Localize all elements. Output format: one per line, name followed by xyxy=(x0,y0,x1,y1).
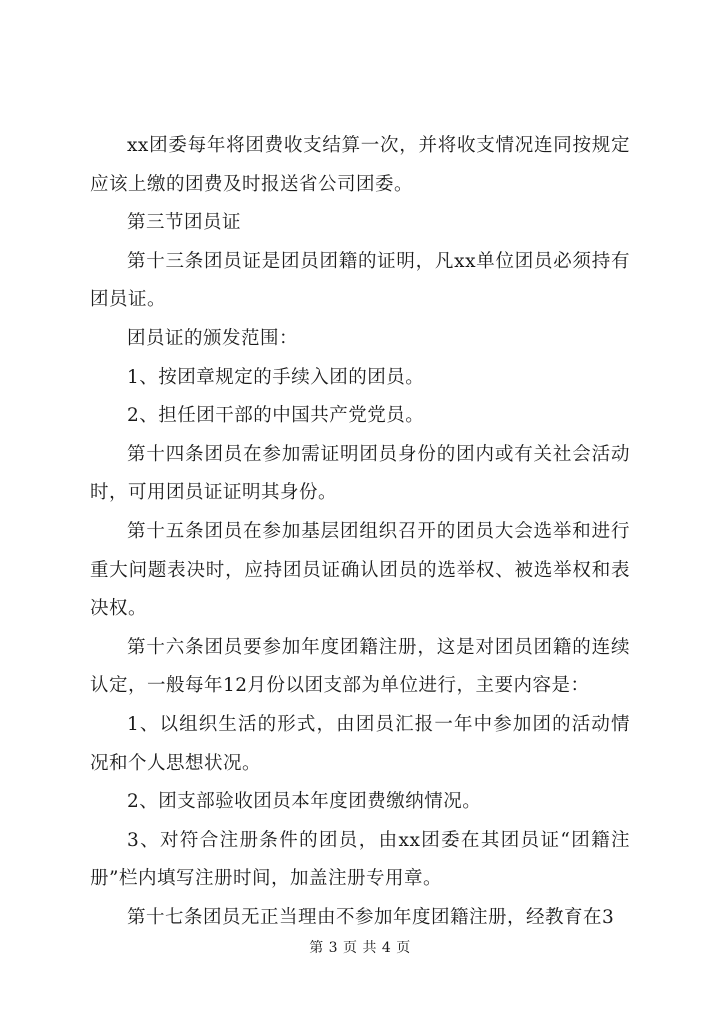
paragraph-fee-settlement: xx团委每年将团费收支结算一次，并将收支情况连同按规定应该上缴的团费及时报送省公司团委。 xyxy=(90,135,630,195)
list-item-registration-3: 3、对符合注册条件的团员，由xx团委在其团员证“团籍注册”栏内填写注册时间，加盖注册专用章。 xyxy=(90,829,630,890)
paragraph-issue-scope: 团员证的颁发范围： xyxy=(127,327,299,349)
list-item-scope-1: 1、按团章规定的手续入团的团员。 xyxy=(127,366,425,388)
paragraph-article-15: 第十五条团员在参加基层团组织召开的团员大会选举和进行重大问题表决时，应持团员证确认团员的选举权、被选举权和表决权。 xyxy=(90,520,630,620)
list-item-scope-2: 2、担任团干部的中国共产党党员。 xyxy=(127,405,425,427)
paragraph-article-16: 第十六条团员要参加年度团籍注册，这是对团员团籍的连续认定，一般每年12月份以团支部为单位进行，主要内容是： xyxy=(90,636,630,697)
paragraph-article-13: 第十三条团员证是团员团籍的证明，凡xx单位团员必须持有团员证。 xyxy=(90,250,630,311)
section-heading-member-card: 第三节团员证 xyxy=(127,212,242,234)
list-item-registration-1: 1、以组织生活的形式，由团员汇报一年中参加团的活动情况和个人思想状况。 xyxy=(90,713,630,774)
paragraph-article-17: 第十七条团员无正当理由不参加年度团籍注册，经教育在3 xyxy=(127,906,615,928)
document-body xyxy=(90,127,630,937)
list-item-registration-2: 2、团支部验收团员本年度团费缴纳情况。 xyxy=(127,791,482,813)
paragraph-article-14: 第十四条团员在参加需证明团员身份的团内或有关社会活动时，可用团员证证明其身份。 xyxy=(90,443,630,504)
page-number-footer: 第 3 页 共 4 页 xyxy=(309,940,411,956)
